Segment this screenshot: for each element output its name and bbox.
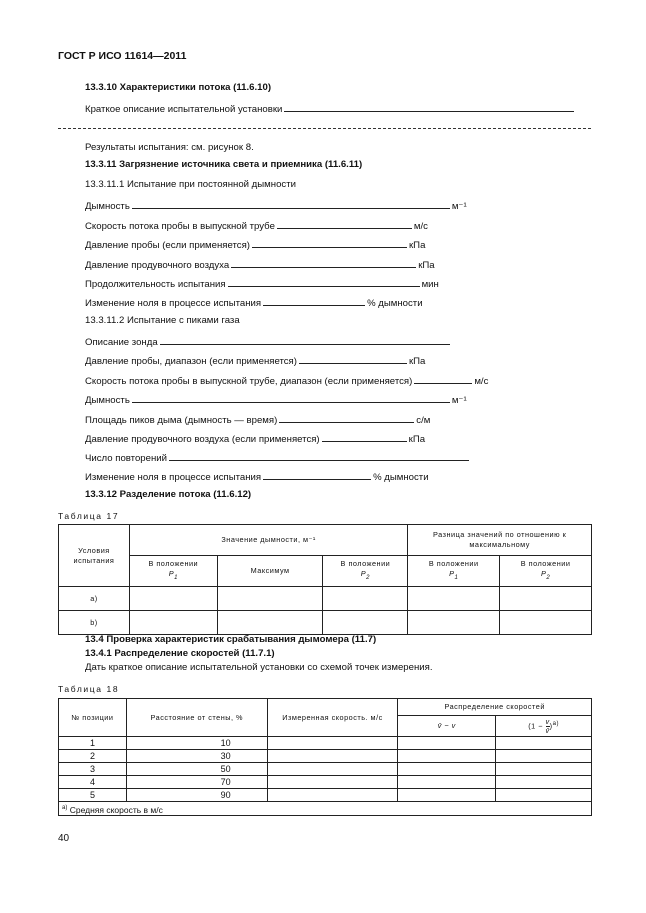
distance-cell: 50 (126, 763, 267, 776)
position-p2-header: В положении $P_2$ (323, 556, 408, 587)
fill-line (169, 451, 469, 461)
cell[interactable] (500, 587, 592, 611)
row-unit: кПа (408, 240, 426, 251)
row-unit: м⁻¹ (451, 201, 467, 212)
row-label: Изменение ноля в процессе испытания (85, 472, 262, 483)
velocity-header: Измеренная скорость. м/с (267, 699, 398, 737)
fill-line (322, 432, 407, 442)
table-row (59, 587, 592, 611)
row-label: Изменение ноля в процессе испытания (85, 298, 262, 309)
row-label: Давление продувочного воздуха (если применяется) (85, 434, 320, 445)
table-row (59, 750, 592, 763)
position-cell: 4 (59, 776, 127, 789)
fill-line (263, 296, 365, 306)
position-cell: 2 (59, 750, 127, 763)
row-unit: м⁻¹ (451, 395, 467, 406)
row-label: Продолжительность испытания (85, 279, 226, 290)
position-number-header: № позиции (59, 699, 127, 737)
section-13-3-11-heading: 13.3.11 Загрязнение источника света и приемника (11.6.11) (85, 159, 363, 170)
fill-line (132, 199, 450, 209)
form-row-peak-area[interactable] (85, 413, 430, 426)
deviation-header: v̄ − v (398, 716, 496, 737)
input-cell[interactable] (398, 763, 496, 776)
form-row-zero-drift-2[interactable] (85, 470, 429, 483)
fill-line (284, 102, 574, 112)
section-13-4-1-text: Дать краткое описание испытательной установки со схемой точек измерения. (85, 662, 433, 673)
fill-line-full (58, 128, 591, 129)
subsection-13-3-11-2-title: 13.3.11.2 Испытание с пиками газа (85, 315, 240, 326)
diff-p1-header: В положении $P_1$ (408, 556, 500, 587)
document-header: ГОСТ Р ИСО 11614—2011 (58, 50, 187, 62)
setup-description-label: Краткое описание испытательной установки (85, 104, 283, 115)
cell[interactable] (408, 587, 500, 611)
row-label: Давление продувочного воздуха (85, 260, 230, 271)
diff-p2-header: В положении $P_2$ (500, 556, 592, 587)
row-unit: % дымности (367, 298, 423, 309)
cell[interactable] (408, 611, 500, 635)
row-label: Скорость потока пробы в выпускной трубе, диапазон (если применяется) (85, 376, 413, 387)
results-text: Результаты испытания: см. рисунок 8. (85, 142, 254, 153)
cell[interactable] (129, 587, 217, 611)
form-row-purge-pressure[interactable] (85, 258, 435, 271)
cell[interactable] (129, 611, 217, 635)
section-13-4-heading: 13.4 Проверка характеристик срабатывания дымомера (11.7) (85, 634, 377, 645)
table-18-caption: Таблица 18 (58, 684, 120, 694)
row-unit: м/с (413, 221, 428, 232)
setup-description-field[interactable] (85, 102, 576, 115)
table-row (59, 763, 592, 776)
row-unit: % дымности (373, 472, 429, 483)
input-cell[interactable] (267, 776, 398, 789)
row-label: Дымность (85, 395, 130, 406)
row-label-a: a) (59, 587, 130, 611)
row-unit: м/с (474, 376, 489, 387)
distance-cell: 90 (126, 789, 267, 802)
fill-line (279, 413, 414, 423)
cell[interactable] (500, 611, 592, 635)
fill-line (228, 277, 420, 287)
row-label-b: b) (59, 611, 130, 635)
position-cell: 5 (59, 789, 127, 802)
form-row-zero-drift[interactable] (85, 296, 423, 309)
row-label: Число повторений (85, 453, 167, 464)
fill-line (414, 374, 472, 384)
table-18-footnote: $^{a)}$ Средняя скорость в м/с (59, 802, 592, 816)
section-13-4-1-heading: 13.4.1 Распределение скоростей (11.7.1) (85, 648, 275, 659)
cell[interactable] (217, 587, 323, 611)
form-row-purge-pressure-2[interactable] (85, 432, 425, 445)
section-13-3-12-heading: 13.3.12 Разделение потока (11.6.12) (85, 489, 252, 500)
cell[interactable] (217, 611, 323, 635)
difference-group-header: Разница значений по отношению к максимальному (408, 525, 592, 556)
position-cell: 3 (59, 763, 127, 776)
input-cell[interactable] (267, 789, 398, 802)
maximum-header: Максимум (217, 556, 323, 587)
cell[interactable] (323, 587, 408, 611)
fill-line (277, 219, 412, 229)
input-cell[interactable] (398, 776, 496, 789)
form-row-sample-pressure-range[interactable] (85, 354, 425, 367)
row-unit: кПа (418, 260, 435, 271)
row-label: Давление пробы, диапазон (если применяется) (85, 356, 297, 367)
input-cell[interactable] (398, 750, 496, 763)
row-unit: кПа (408, 356, 426, 367)
input-cell[interactable] (496, 789, 592, 802)
cell[interactable] (323, 611, 408, 635)
row-unit: кПа (408, 434, 426, 445)
fill-line (299, 354, 407, 364)
relative-deviation-header: (1 − $\frac{v}{v̄}$ )$^{a)}$ (496, 716, 592, 737)
row-label: Давление пробы (если применяется) (85, 240, 250, 251)
form-row-opacity-2[interactable] (85, 393, 467, 406)
distance-header: Расстояние от стены, % (126, 699, 267, 737)
position-cell: 1 (59, 737, 127, 750)
form-row-sample-pressure[interactable] (85, 238, 425, 251)
distance-cell: 70 (126, 776, 267, 789)
fill-line (132, 393, 450, 403)
form-row-duration[interactable] (85, 277, 439, 290)
input-cell[interactable] (267, 763, 398, 776)
distance-cell: 10 (126, 737, 267, 750)
input-cell[interactable] (398, 789, 496, 802)
form-row-repetitions[interactable] (85, 451, 471, 464)
opacity-group-header: Значение дымности, м⁻¹ (129, 525, 407, 556)
table-row (59, 611, 592, 635)
row-unit: мин (421, 279, 439, 290)
fill-line (231, 258, 416, 268)
row-label: Площадь пиков дыма (дымность — время) (85, 415, 278, 426)
table-17-caption: Таблица 17 (58, 511, 120, 521)
distance-cell: 30 (126, 750, 267, 763)
row-label: Скорость потока пробы в выпускной трубе (85, 221, 275, 232)
input-cell[interactable] (496, 776, 592, 789)
fill-line (263, 470, 371, 480)
conditions-header: Условия испытания (59, 525, 130, 587)
fill-line (252, 238, 407, 248)
input-cell[interactable] (496, 750, 592, 763)
table-17 (58, 524, 592, 635)
fill-line (160, 335, 450, 345)
distribution-header: Распределение скоростей (398, 699, 592, 716)
input-cell[interactable] (496, 737, 592, 750)
form-row-flow-velocity-range[interactable] (85, 374, 488, 387)
row-label: Описание зонда (85, 337, 158, 348)
input-cell[interactable] (267, 737, 398, 750)
row-unit: с/м (416, 415, 431, 426)
position-p1-header: В положении $P_1$ (129, 556, 217, 587)
table-row (59, 776, 592, 789)
table-row (59, 737, 592, 750)
table-18 (58, 698, 592, 816)
form-row-flow-velocity[interactable] (85, 219, 428, 232)
row-label: Дымность (85, 201, 130, 212)
section-13-3-10-heading: 13.3.10 Характеристики потока (11.6.10) (85, 82, 272, 93)
form-row-opacity[interactable] (85, 199, 467, 212)
table-row (59, 789, 592, 802)
input-cell[interactable] (267, 750, 398, 763)
page-number: 40 (58, 833, 70, 844)
input-cell[interactable] (398, 737, 496, 750)
input-cell[interactable] (496, 763, 592, 776)
subsection-13-3-11-1-title: 13.3.11.1 Испытание при постоянной дымности (85, 179, 296, 190)
form-row-probe-description[interactable] (85, 335, 452, 348)
